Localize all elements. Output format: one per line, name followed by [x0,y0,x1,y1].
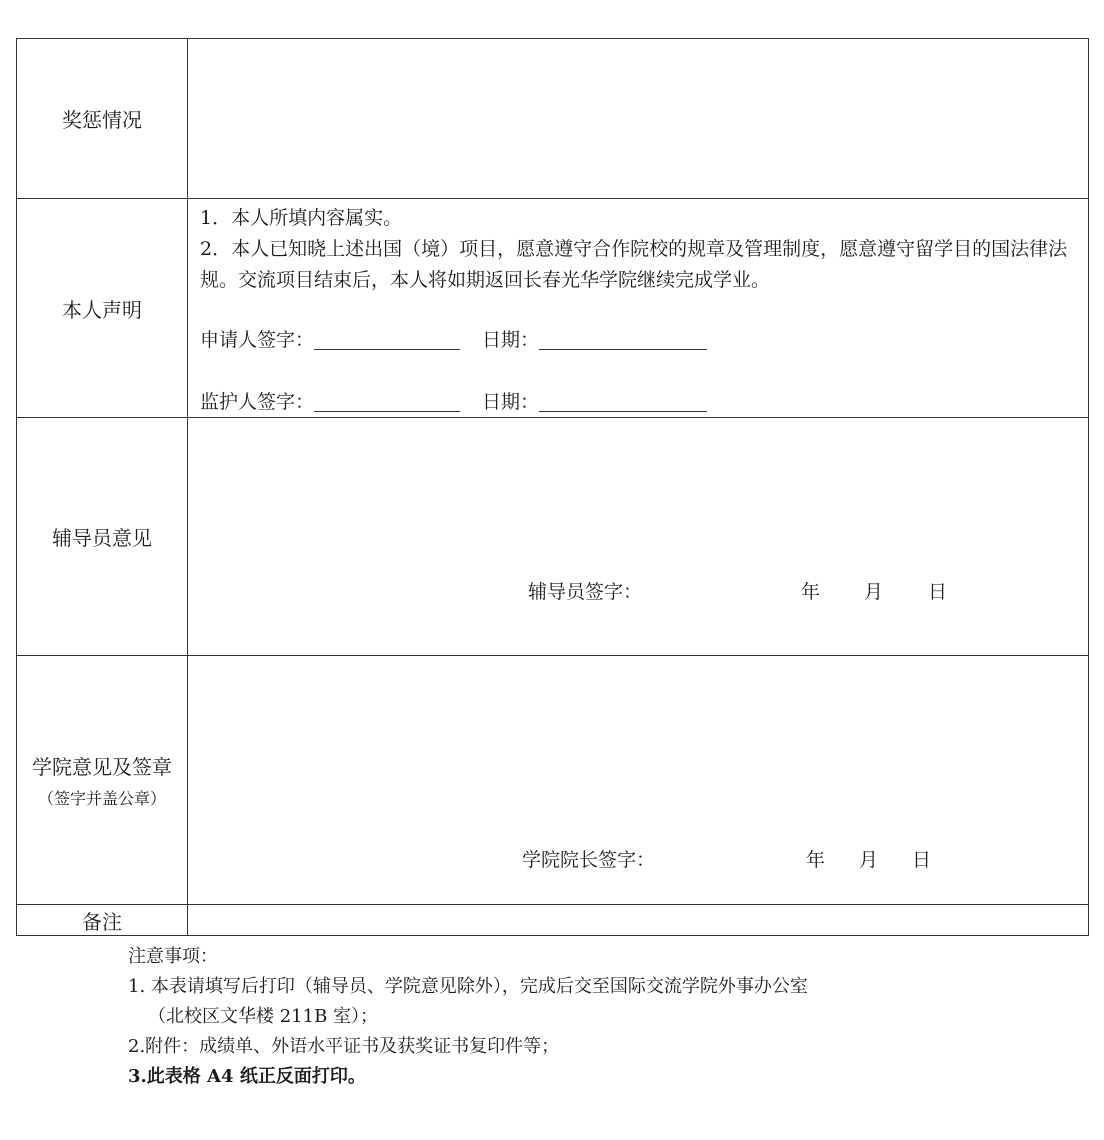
counselor-year: 年 [801,581,821,603]
college-row [17,656,1089,905]
declaration-text [200,203,1078,296]
awards-row [17,39,1089,199]
counselor-field[interactable] [188,418,1089,656]
note-item-1: 1. 本表请填写后打印（辅导员、学院意见除外），完成后交至国际交流学院外事办公室 [128,976,808,997]
applicant-date-label: 日期： [482,329,540,351]
counselor-day: 日 [928,581,948,603]
declaration-line-2: 2．本人已知晓上述出国（境）项目，愿意遵守合作院校的规章及管理制度，愿意遵守留学目的国法律法规。交流项目结束后，本人将如期返回长春光华学院继续完成学业。 [200,238,1068,291]
guardian-date-label: 日期： [482,391,540,413]
declaration-label: 本人声明 [17,199,188,418]
remark-field[interactable] [188,905,1089,936]
applicant-date-blank[interactable] [539,329,707,350]
counselor-row [17,418,1089,656]
declaration-line-1: 1．本人所填内容属实。 [200,207,403,229]
college-year: 年 [806,849,826,871]
notes-section [128,942,808,1092]
application-form-table [16,38,1089,936]
counselor-label: 辅导员意见 [17,418,188,656]
applicant-sign-blank[interactable] [314,329,460,350]
remark-label: 备注 [17,905,188,936]
awards-field[interactable] [188,39,1089,199]
note-item-1-location: （北校区文华楼 211B 室）； [148,1006,379,1027]
college-month: 月 [859,849,879,871]
note-item-3: 3.此表格 A4 纸正反面打印。 [128,1066,366,1087]
notes-title: 注意事项： [128,946,218,967]
awards-label: 奖惩情况 [17,39,188,199]
college-label: 学院意见及签章 [32,755,172,779]
applicant-sign-label: 申请人签字： [200,329,315,351]
guardian-sign-blank[interactable] [314,391,460,412]
applicant-signature-line [200,325,707,352]
guardian-signature-line [200,387,707,414]
guardian-sign-label: 监护人签字： [200,391,315,413]
declaration-content [188,199,1089,418]
college-sub-label: （签字并盖公章） [37,789,166,808]
note-item-2: 2.附件：成绩单、外语水平证书及获奖证书复印件等； [128,1036,560,1057]
guardian-date-blank[interactable] [539,391,707,412]
college-label-cell [17,656,188,905]
college-day: 日 [912,849,932,871]
counselor-sign-label: 辅导员签字： [528,581,643,603]
remark-row [17,905,1089,936]
declaration-row [17,199,1089,418]
college-field[interactable] [188,656,1089,905]
college-sign-label: 学院院长签字： [522,849,656,871]
counselor-month: 月 [864,581,884,603]
